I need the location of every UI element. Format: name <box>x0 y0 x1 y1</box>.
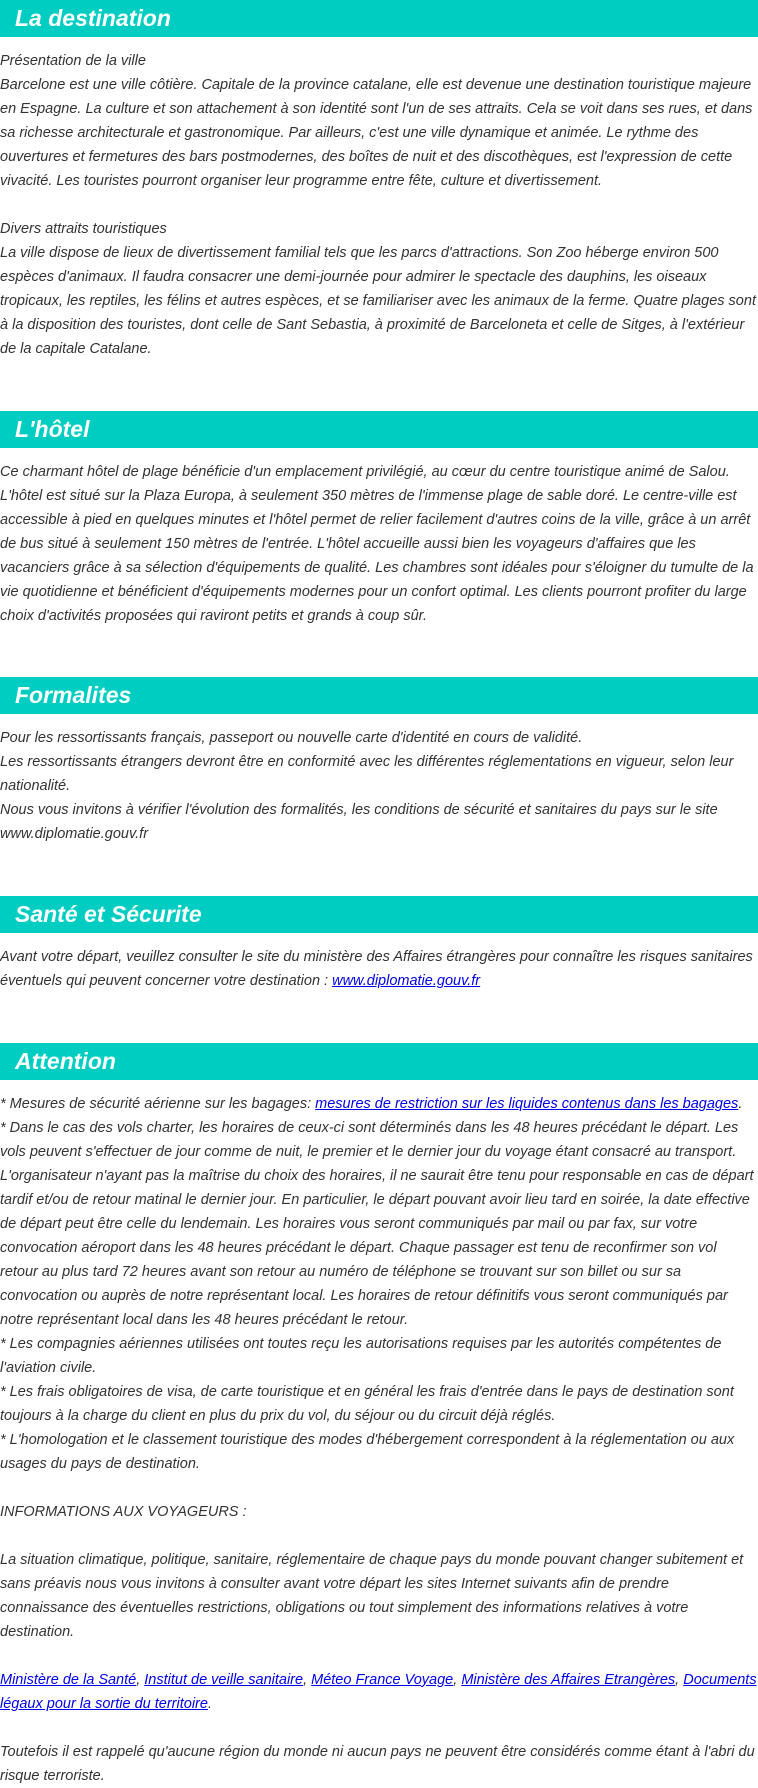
meteo-france-link[interactable]: Méteo France Voyage <box>311 1672 454 1688</box>
sante-paragraph <box>0 945 758 993</box>
section-title-destination: La destination <box>15 5 171 31</box>
section-header-attention <box>0 1043 758 1080</box>
affaires-etrangeres-link[interactable]: Ministère des Affaires Etrangères <box>461 1672 676 1688</box>
link-separator: , <box>136 1672 145 1688</box>
link-separator: , <box>303 1672 312 1688</box>
section-hotel <box>0 411 758 628</box>
terror-text: Toutefois il est rappelé qu'aucune région du monde ni aucun pays ne peuvent être considérés comme étant à l'abri du risque terroriste. <box>0 1744 755 1784</box>
presentation-heading: Présentation de la ville <box>0 53 146 69</box>
formalites-line-1: Pour les ressortissants français, passeport ou nouvelle carte d'identité en cours de validité. <box>0 730 583 746</box>
section-title-hotel: L'hôtel <box>15 416 90 442</box>
vols-charter-text: * Dans le cas des vols charter, les horaires de ceux-ci sont déterminés dans les 48 heures précédant le départ. Les vols peuvent s'effectuer de jour comme de nuit, le premier et le dernier jour du voyage étant consacré au transport. L'organisateur n'ayant pas la maîtrise du choix des horaires, il ne saurait être tenu pour responsable en cas de départ tardif et/ou de retour matinal le dernier jour. En particulier, le départ pouvant avoir lieu tard en soirée, la date effective de départ peut être celle du lendemain. Les horaires vous seront communiqués par mail ou par fax, sur votre convocation aéroport dans les 48 heures précédant le départ. Chaque passager est tenu de reconfirmer son vol retour au plus tard 72 heures avant son retour au numéro de téléphone se trouvant sur son billet ou sur sa convocation ou auprès de notre représentant local. Les horaires de retour définitifs vous seront communiqués par notre représentant local dans les 48 heures précédant le retour. <box>0 1120 754 1328</box>
info-heading: INFORMATIONS AUX VOYAGEURS : <box>0 1504 247 1520</box>
section-formalites <box>0 677 758 846</box>
info-links <box>0 1668 758 1716</box>
sante-text: Avant votre départ, veuillez consulter le site du ministère des Affaires étrangères pour connaître les risques sanitaires éventuels qui peuvent concerner votre destination : <box>0 949 753 989</box>
section-body-formalites <box>0 726 758 846</box>
section-body-destination <box>0 49 758 361</box>
ministere-sante-link[interactable]: Ministère de la Santé <box>0 1672 137 1688</box>
veille-sanitaire-link[interactable]: Institut de veille sanitaire <box>144 1672 304 1688</box>
compagnies-text: * Les compagnies aériennes utilisées ont toutes reçu les autorisations requises par les autorités compétentes de l'aviation civile. <box>0 1336 722 1376</box>
liquides-restriction-link[interactable]: mesures de restriction sur les liquides contenus dans les bagages <box>315 1096 739 1112</box>
section-body-hotel <box>0 460 758 628</box>
section-title-sante: Santé et Sécurite <box>15 901 202 927</box>
links-end: . <box>207 1696 212 1712</box>
section-title-attention: Attention <box>15 1048 116 1074</box>
section-attention <box>0 1043 758 1788</box>
section-body-attention <box>0 1092 758 1788</box>
attraits-heading: Divers attraits touristiques <box>0 221 167 237</box>
formalites-line-2: Les ressortissants étrangers devront être en conformité avec les différentes réglementations en vigueur, selon leur nationalité. <box>0 754 734 794</box>
link-separator: , <box>675 1672 684 1688</box>
section-sante <box>0 896 758 993</box>
info-text: La situation climatique, politique, sanitaire, réglementaire de chaque pays du monde pouvant changer subitement et sans préavis nous vous invitons à consulter avant votre départ les sites Internet suivants afin de prendre connaissance des éventuelles restrictions, obligations ou tout simplement des informations relatives à votre destination. <box>0 1552 744 1640</box>
bagages-prefix: * Mesures de sécurité aérienne sur les bagages: <box>0 1096 316 1112</box>
section-title-formalites: Formalites <box>15 682 132 708</box>
attraits-text: La ville dispose de lieux de divertissement familial tels que les parcs d'attractions. Son Zoo héberge environ 500 espèces d'animaux. Il faudra consacrer une demi-journée pour admirer le spectacle des dauphins, les oiseaux tropicaux, les reptiles, les félins et autres espèces, et se familiariser avec les animaux de la ferme. Quatre plages sont à la disposition des touristes, dont celle de Sant Sebastia, à proximité de Barceloneta et celle de Sitges, à l'extérieur de la capitale Catalane. <box>0 245 756 357</box>
bagages-paragraph <box>0 1092 758 1116</box>
section-header-hotel <box>0 411 758 448</box>
formalites-line-3: Nous vous invitons à vérifier l'évolution des formalités, les conditions de sécurité et sanitaires du pays sur le site www.diplomatie.gouv.fr <box>0 802 718 842</box>
link-separator: , <box>453 1672 462 1688</box>
documents-legaux-link[interactable]: Documents légaux pour la sortie du territoire <box>0 1672 757 1712</box>
hotel-text: Ce charmant hôtel de plage bénéficie d'un emplacement privilégié, au cœur du centre touristique animé de Salou. L'hôtel est situé sur la Plaza Europa, à seulement 350 mètres de l'immense plage de sable doré. Le centre-ville est accessible à pied en quelques minutes et l'hôtel permet de relier facilement d'autres coins de la ville, grâce à un arrêt de bus situé à seulement 150 mètres de l'entrée. L'hôtel accueille aussi bien les voyageurs d'affaires que les vacanciers grâce à sa sélection d'équipements de qualité. Les chambres sont idéales pour s'éloigner du tumulte de la vie quotidienne et bénéficient d'équipements modernes pour un confort optimal. Les clients pourront profiter du large choix d'activités proposées qui raviront petits et grands à coup sûr. <box>0 464 754 624</box>
section-header-sante <box>0 896 758 933</box>
section-header-destination <box>0 0 758 37</box>
section-destination <box>0 0 758 361</box>
homologation-text: * L'homologation et le classement touristique des modes d'hébergement correspondent à la réglementation ou aux usages du pays de destination. <box>0 1432 735 1472</box>
bagages-suffix: . <box>738 1096 743 1112</box>
presentation-text: Barcelone est une ville côtière. Capitale de la province catalane, elle est devenue une destination touristique majeure en Espagne. La culture et son attachement à son identité sont l'un de ses attraits. Cela se voit dans ses rues, et dans sa richesse architecturale et gastronomique. Par ailleurs, c'est une ville dynamique et animée. Le rythme des ouvertures et fermetures des bars postmodernes, des boîtes de nuit et des discothèques, est l'expression de cette vivacité. Les touristes pourront organiser leur programme entre fête, culture et divertissement. <box>0 77 753 189</box>
diplomatie-link[interactable]: www.diplomatie.gouv.fr <box>332 973 481 989</box>
section-header-formalites <box>0 677 758 714</box>
section-body-sante <box>0 945 758 993</box>
frais-text: * Les frais obligatoires de visa, de carte touristique et en général les frais d'entrée dans le pays de destination sont toujours à la charge du client en plus du prix du vol, du séjour ou du circuit déjà réglés. <box>0 1384 734 1424</box>
